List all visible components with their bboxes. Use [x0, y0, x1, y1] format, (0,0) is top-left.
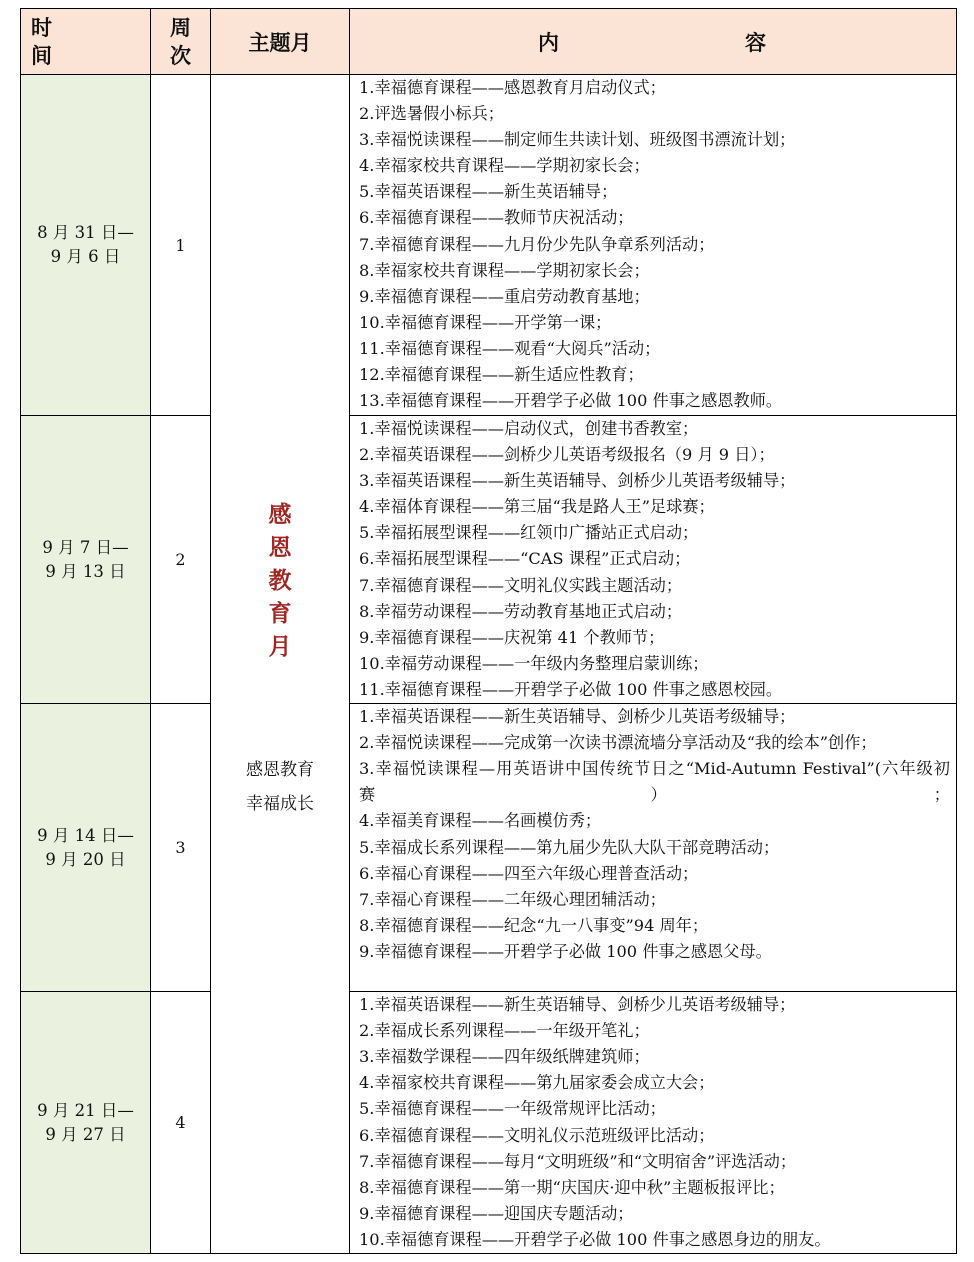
header-row: [21, 9, 957, 75]
header-week: [151, 9, 211, 75]
date-cell: [21, 992, 151, 1254]
list-item: 10.幸福德育课程——开碧学子必做 100 件事之感恩身边的朋友。: [359, 1229, 831, 1249]
date-start: 9 月 21 日—: [37, 1100, 134, 1120]
week-number: 3: [151, 704, 211, 992]
theme-subtitle-line: 幸福成长: [246, 794, 314, 814]
theme-title-char: 感: [268, 501, 292, 528]
theme-title-char: 教: [268, 567, 292, 594]
list-item: 10.幸福德育课程——开学第一课；: [359, 312, 612, 332]
header-theme: 主题月: [211, 9, 350, 75]
list-item: 5.幸福英语课程——新生英语辅导；: [359, 182, 618, 202]
week-row: [21, 992, 957, 1254]
list-item: 5.幸福德育课程——一年级常规评比活动；: [359, 1099, 666, 1119]
list-item: 4.幸福体育课程——第三届“我是路人王”足球赛；: [359, 497, 715, 517]
content-cell: [350, 416, 957, 704]
list-item: 1.幸福德育课程——感恩教育月启动仪式；: [359, 78, 666, 97]
week-number: 4: [151, 992, 211, 1254]
list-item: 5.幸福拓展型课程——红领巾广播站正式启动；: [359, 523, 699, 543]
list-item: 3.幸福悦读课程—用英语讲中国传统节日之“Mid-Autumn Festival”(六年级初赛）；: [359, 759, 950, 805]
header-time-top: 时: [31, 14, 52, 40]
list-item: 13.幸福德育课程——开碧学子必做 100 件事之感恩教师。: [359, 391, 783, 411]
theme-title: [211, 498, 349, 663]
week-number: 1: [151, 75, 211, 416]
list-item: 2.幸福成长系列课程——一年级开笔礼；: [359, 1021, 650, 1041]
theme-title-char: 育: [268, 600, 292, 627]
list-item: 2.幸福悦读课程——完成第一次读书漂流墙分享活动及“我的绘本”创作；: [359, 733, 877, 753]
list-item: 6.幸福德育课程——教师节庆祝活动；: [359, 208, 634, 228]
theme-title-char: 月: [268, 633, 292, 660]
date-start: 8 月 31 日—: [37, 223, 134, 242]
date-end: 9 月 20 日: [45, 849, 126, 869]
list-item: 2.评选暑假小标兵；: [359, 104, 504, 124]
date-start: 9 月 7 日—: [42, 537, 129, 557]
content-cell: [350, 992, 957, 1254]
date-end: 9 月 27 日: [45, 1124, 126, 1144]
list-item: 3.幸福英语课程——新生英语辅导、剑桥少儿英语考级辅导；: [359, 471, 796, 491]
header-week-top: 周: [170, 14, 191, 40]
list-item: 4.幸福家校共育课程——第九届家委会成立大会；: [359, 1073, 715, 1093]
list-item: 7.幸福德育课程——每月“文明班级”和“文明宿舍”评选活动；: [359, 1151, 797, 1171]
content-cell: [350, 75, 957, 416]
theme-subtitle-line: 感恩教育: [246, 760, 314, 780]
list-item: 8.幸福德育课程——第一期“庆国庆·迎中秋”主题板报评比；: [359, 1177, 785, 1197]
date-end: 9 月 13 日: [45, 561, 126, 581]
header-time: [21, 9, 151, 75]
theme-subtitle: [211, 753, 349, 821]
theme-cell: [211, 75, 350, 1254]
date-end: 9 月 6 日: [50, 247, 121, 266]
date-cell: [21, 704, 151, 992]
list-item: 11.幸福德育课程——开碧学子必做 100 件事之感恩校园。: [359, 679, 783, 699]
header-week-bottom: 次: [170, 42, 191, 68]
date-start: 9 月 14 日—: [37, 825, 134, 845]
schedule-table: [20, 8, 957, 1254]
theme-title-char: 恩: [268, 534, 292, 561]
list-item: 7.幸福德育课程——文明礼仪实践主题活动；: [359, 575, 683, 595]
header-content-right: 容: [745, 29, 766, 55]
header-content: [350, 9, 957, 75]
list-item: 8.幸福劳动课程——劳动教育基地正式启动；: [359, 601, 683, 621]
list-item: 7.幸福心育课程——二年级心理团辅活动；: [359, 889, 666, 909]
content-cell: [350, 704, 957, 992]
header-time-bottom: 间: [31, 42, 52, 68]
list-item: 1.幸福悦读课程——启动仪式，创建书香教室；: [359, 419, 699, 438]
list-item: 8.幸福家校共育课程——学期初家长会；: [359, 260, 650, 280]
list-item: 5.幸福成长系列课程——第九届少先队大队干部竞聘活动；: [359, 837, 780, 857]
list-item: 3.幸福悦读课程——制定师生共读计划、班级图书漂流计划；: [359, 130, 796, 150]
week-row: [21, 704, 957, 992]
date-cell: [21, 75, 151, 416]
list-item: 4.幸福家校共育课程——学期初家长会；: [359, 156, 650, 176]
list-item: 9.幸福德育课程——开碧学子必做 100 件事之感恩父母。: [359, 941, 772, 961]
week-row: [21, 416, 957, 704]
week-number: 2: [151, 416, 211, 704]
list-item: 9.幸福德育课程——迎国庆专题活动；: [359, 1203, 634, 1223]
list-item: 2.幸福英语课程——剑桥少儿英语考级报名（9 月 9 日）；: [359, 445, 775, 465]
list-item: 4.幸福美育课程——名画模仿秀；: [359, 811, 602, 831]
header-content-left: 内: [538, 29, 559, 55]
list-item: 10.幸福劳动课程——一年级内务整理启蒙训练；: [359, 653, 709, 673]
list-item: 3.幸福数学课程——四年级纸牌建筑师；: [359, 1047, 650, 1067]
list-item: 9.幸福德育课程——重启劳动教育基地；: [359, 286, 650, 306]
list-item: 9.幸福德育课程——庆祝第 41 个教师节；: [359, 627, 665, 647]
list-item: 1.幸福英语课程——新生英语辅导、剑桥少儿英语考级辅导；: [359, 707, 796, 727]
list-item: 11.幸福德育课程——观看“大阅兵”活动；: [359, 338, 661, 358]
list-item: 1.幸福英语课程——新生英语辅导、剑桥少儿英语考级辅导；: [359, 995, 796, 1015]
list-item: 8.幸福德育课程——纪念“九一八事变”94 周年；: [359, 915, 709, 935]
list-item: 6.幸福德育课程——文明礼仪示范班级评比活动；: [359, 1125, 715, 1145]
list-item: 12.幸福德育课程——新生适应性教育；: [359, 365, 644, 385]
list-item: 7.幸福德育课程——九月份少先队争章系列活动；: [359, 234, 715, 254]
week-row: [21, 75, 957, 416]
list-item: 6.幸福心育课程——四至六年级心理普查活动；: [359, 863, 699, 883]
list-item: 6.幸福拓展型课程——“CAS 课程”正式启动；: [359, 549, 691, 569]
date-cell: [21, 416, 151, 704]
